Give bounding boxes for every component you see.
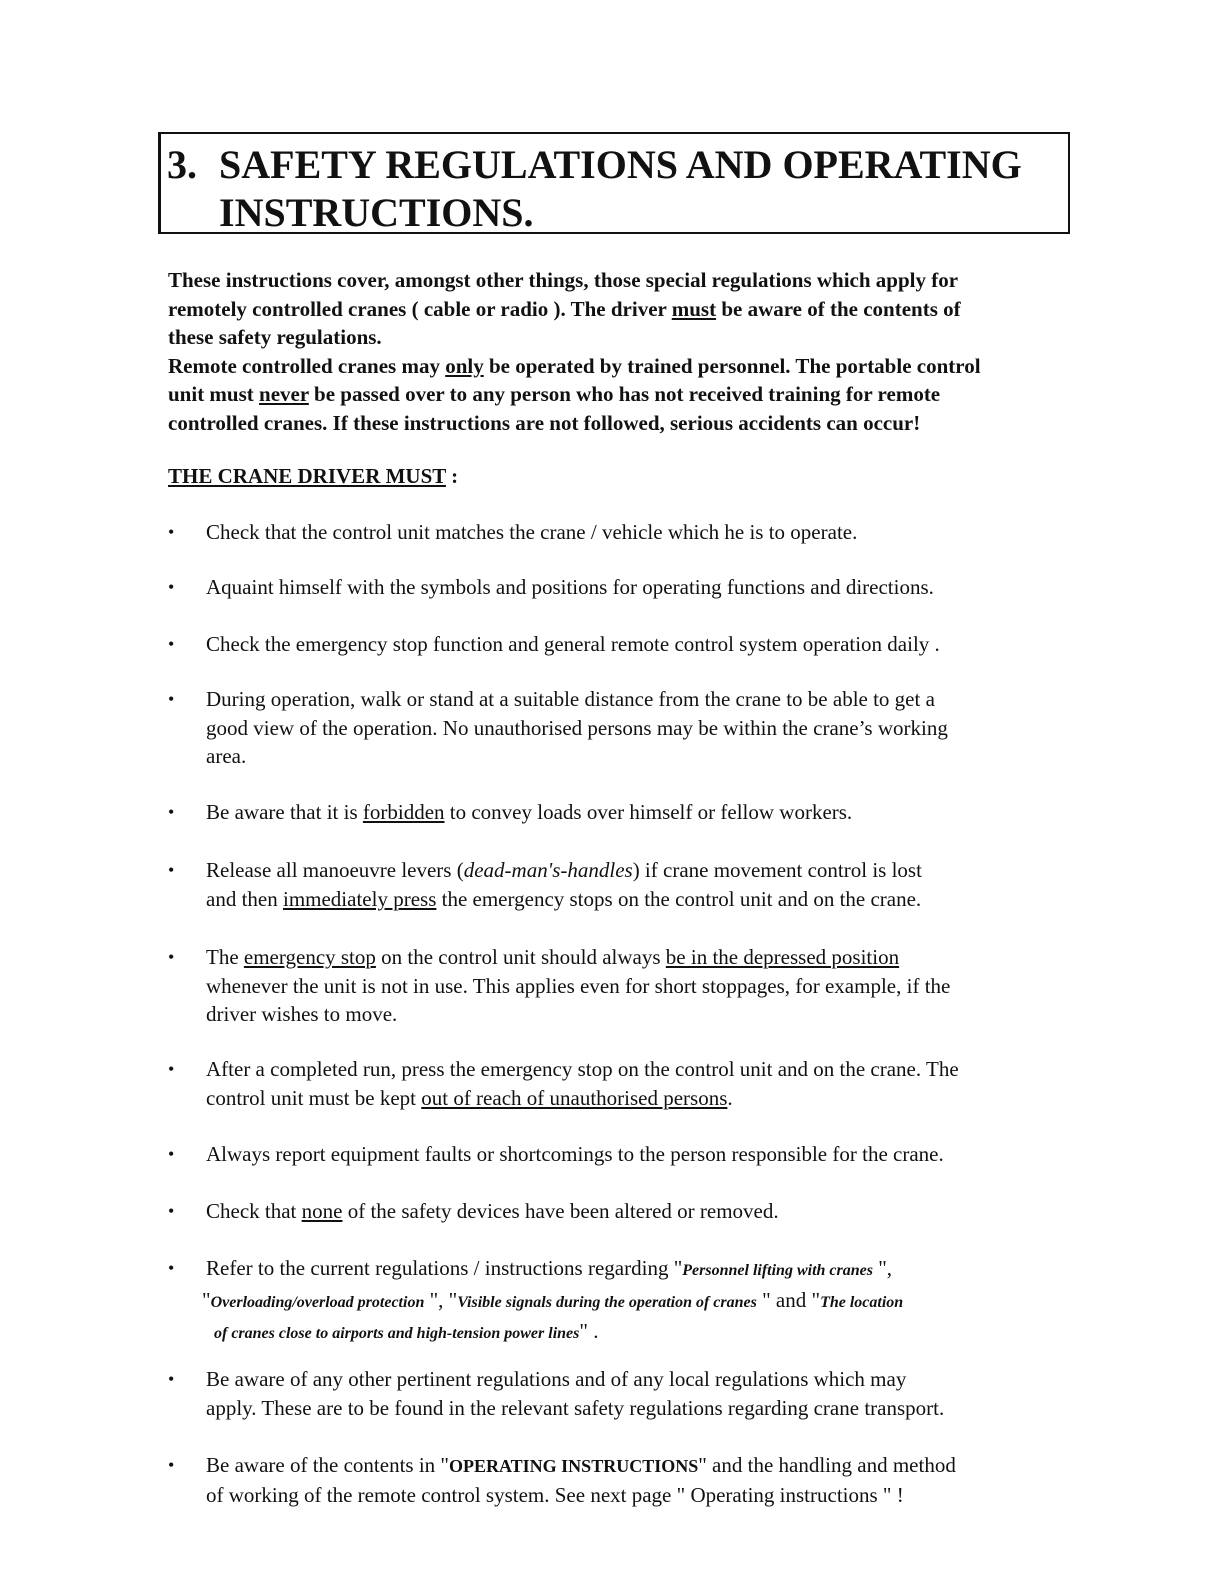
bullet-icon: • bbox=[168, 1369, 175, 1389]
bullet-icon: • bbox=[168, 634, 175, 654]
bullet-icon: • bbox=[168, 689, 175, 709]
section-heading-line-2: INSTRUCTIONS. bbox=[219, 190, 534, 235]
intro-line: controlled cranes. If these instructions are not followed, serious accidents can occur! bbox=[168, 410, 921, 435]
intro-line: These instructions cover, amongst other things, those special regulations which apply for bbox=[168, 268, 959, 292]
section-heading-box bbox=[158, 132, 1070, 234]
bullet-icon: • bbox=[168, 860, 175, 880]
bullet-icon: • bbox=[168, 802, 175, 822]
bullet-icon: • bbox=[168, 1455, 175, 1475]
intro-line: these safety regulations. bbox=[168, 325, 382, 349]
emphasis-must: must bbox=[671, 296, 717, 321]
intro-line: unit must never be passed over to any person who has not received training for remote bbox=[168, 382, 941, 406]
intro-line: remotely controlled cranes ( cable or radio ). The driver must be aware of the contents of bbox=[168, 296, 961, 321]
intro-paragraph bbox=[168, 266, 1098, 437]
emphasis-only: only bbox=[445, 353, 484, 378]
section-number: 3. bbox=[167, 142, 197, 187]
emphasis-never: never bbox=[259, 382, 309, 406]
bullet-icon: • bbox=[168, 522, 175, 542]
bullet-icon: • bbox=[168, 1059, 175, 1079]
bullet-icon: • bbox=[168, 577, 175, 597]
bullet-icon: • bbox=[168, 1258, 175, 1278]
section-heading-line-1: 3. SAFETY REGULATIONS AND OPERATING bbox=[167, 142, 1022, 187]
intro-line: Remote controlled cranes may only be operated by trained personnel. The portable control bbox=[168, 353, 981, 378]
crane-driver-subheading: THE CRANE DRIVER MUST : bbox=[168, 464, 459, 488]
bullet-icon: • bbox=[168, 947, 175, 967]
bullet-icon: • bbox=[168, 1201, 175, 1221]
bullet-icon: • bbox=[168, 1144, 175, 1164]
